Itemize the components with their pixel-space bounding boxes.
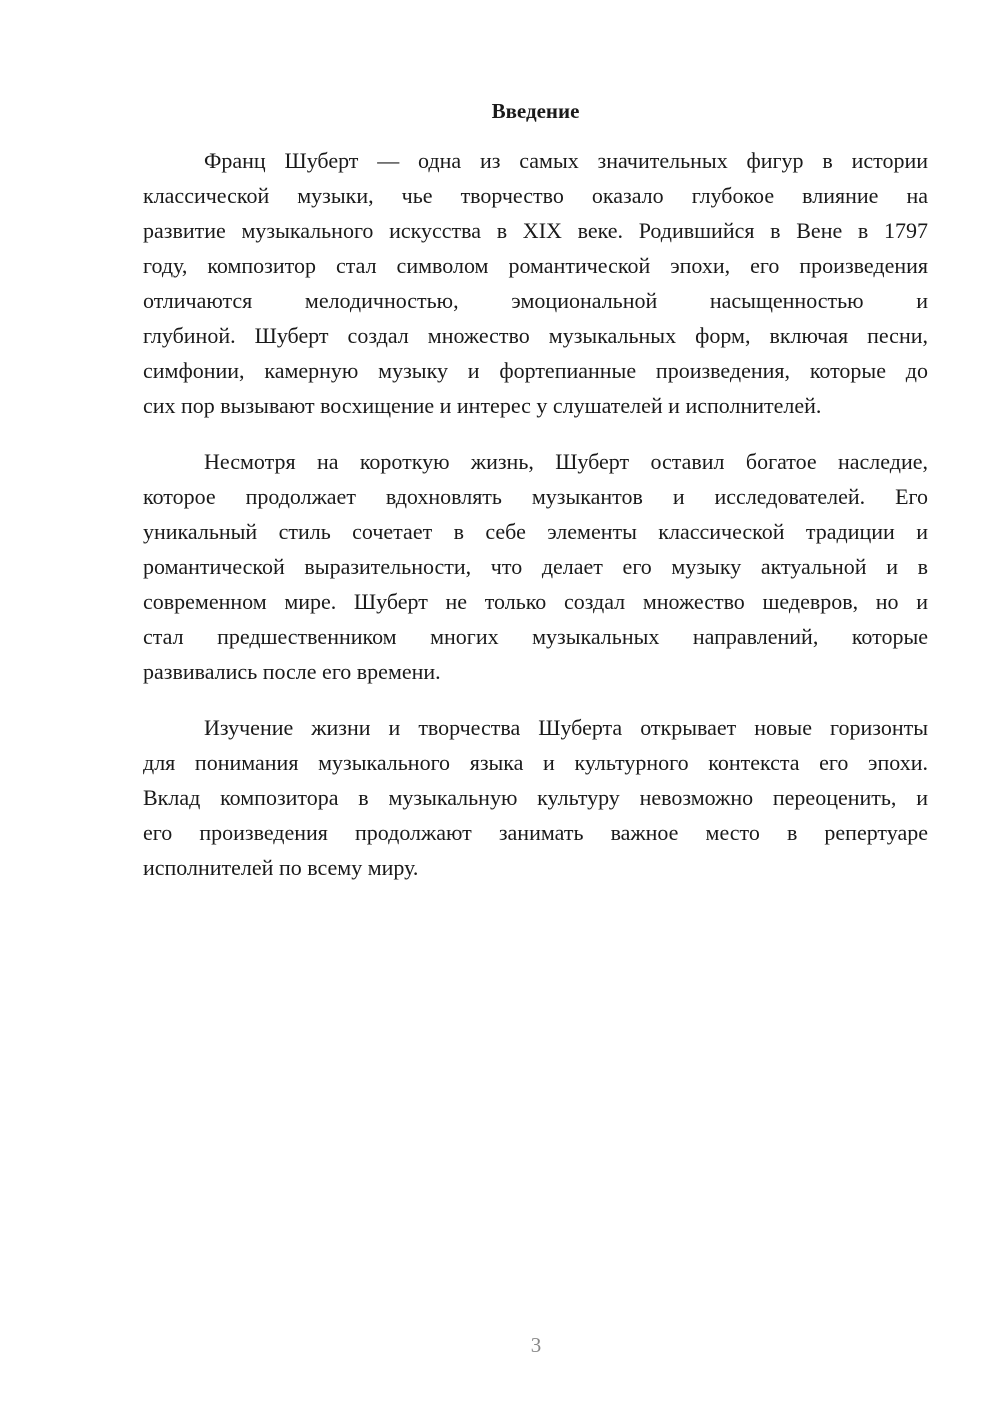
paragraph-2 <box>143 444 928 689</box>
text-line: Вклад композитора в музыкальную культуру невозможно переоценить, и <box>143 785 928 810</box>
text-line: развивались после его времени. <box>143 659 441 684</box>
text-line: его произведения продолжают занимать важное место в репертуаре <box>143 820 928 845</box>
text-line: классической музыки, чье творчество оказало глубокое влияние на <box>143 183 928 208</box>
document-body <box>143 143 928 906</box>
text-line: для понимания музыкального языка и культурного контекста его эпохи. <box>143 750 928 775</box>
text-line: романтической выразительности, что делает его музыку актуальной и в <box>143 554 928 579</box>
text-line: отличаются мелодичностью, эмоциональной насыщенностью и <box>143 288 928 313</box>
text-line: современном мире. Шуберт не только создал множество шедевров, но и <box>143 589 928 614</box>
paragraph-1 <box>143 143 928 423</box>
text-line: году, композитор стал символом романтической эпохи, его произведения <box>143 253 928 278</box>
text-line: Несмотря на короткую жизнь, Шуберт оставил богатое наследие, <box>204 449 928 474</box>
text-line: стал предшественником многих музыкальных направлений, которые <box>143 624 928 649</box>
text-line: глубиной. Шуберт создал множество музыкальных форм, включая песни, <box>143 323 928 348</box>
text-line: которое продолжает вдохновлять музыкантов и исследователей. Его <box>143 484 928 509</box>
section-heading: Введение <box>491 99 580 123</box>
text-line: Франц Шуберт — одна из самых значительных фигур в истории <box>204 148 928 173</box>
text-line: симфонии, камерную музыку и фортепианные произведения, которые до <box>143 358 928 383</box>
page-number: 3 <box>530 1333 542 1357</box>
text-line: уникальный стиль сочетает в себе элементы классической традиции и <box>143 519 928 544</box>
text-line: сих пор вызывают восхищение и интерес у слушателей и исполнителей. <box>143 393 822 418</box>
text-line: развитие музыкального искусства в XIX веке. Родившийся в Вене в 1797 <box>143 218 928 243</box>
text-line: Изучение жизни и творчества Шуберта открывает новые горизонты <box>204 715 928 740</box>
text-line: исполнителей по всему миру. <box>143 855 419 880</box>
paragraph-3 <box>143 710 928 885</box>
